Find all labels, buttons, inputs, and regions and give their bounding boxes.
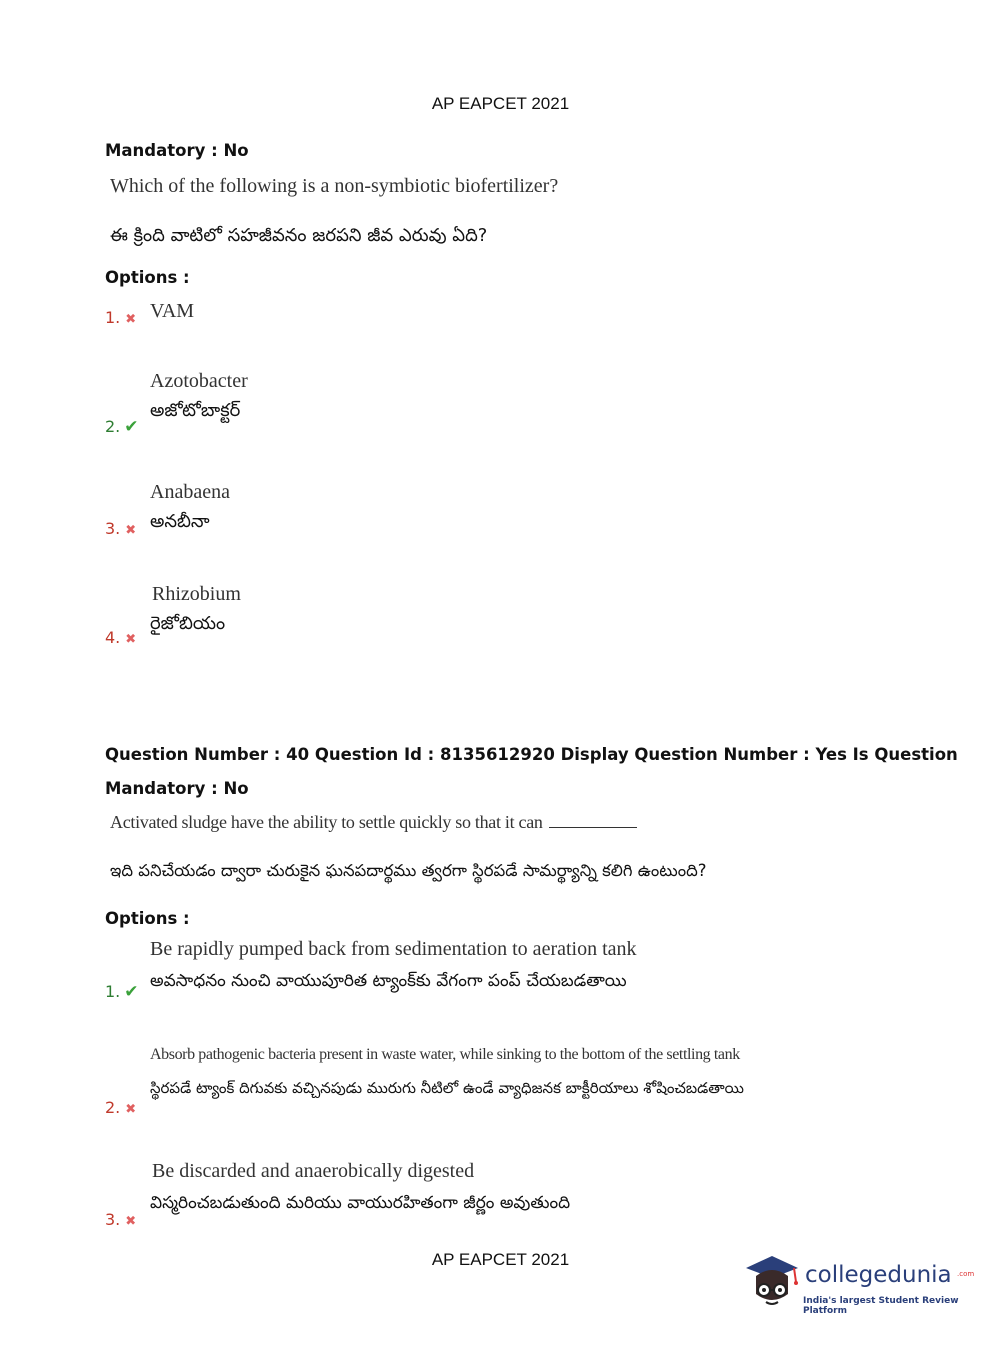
option-text-telugu: అజోటోబాక్టర్: [150, 400, 241, 421]
wrong-icon: ✖: [125, 523, 137, 538]
option-text-english: Azotobacter: [150, 370, 248, 392]
option-text-english: Anabaena: [150, 481, 230, 503]
question-text-english: Which of the following is a non-symbiotic biofertilizer?: [110, 175, 559, 197]
question-text-telugu: ఈ క్రింది వాటిలో సహజీవనం జరపని జీవ ఎరువు ఏది?: [110, 225, 488, 246]
option-text-english: Be rapidly pumped back from sedimentation to aeration tank: [150, 938, 637, 960]
option-text-english: VAM: [150, 300, 195, 322]
page-header: AP EAPCET 2021: [431, 94, 570, 113]
option-number: 3. ✖: [105, 519, 137, 538]
correct-check-icon: ✔: [124, 417, 139, 437]
option-text-telugu: అనబీనా: [150, 511, 210, 532]
option-text-telugu: రైజోబియం: [150, 613, 226, 634]
wrong-icon: ✖: [125, 632, 137, 647]
wrong-icon: ✖: [125, 1102, 137, 1117]
option-number: 1. ✖: [105, 308, 137, 327]
option-number: 1. ✔: [105, 982, 139, 1002]
answer-blank: [549, 813, 637, 828]
option-number: 2. ✔: [105, 417, 139, 437]
page-footer: AP EAPCET 2021: [431, 1250, 570, 1269]
mandatory-label: Mandatory : No: [105, 141, 249, 160]
correct-check-icon: ✔: [124, 982, 139, 1002]
brand-tagline: India's largest Student Review Platform: [803, 1296, 959, 1316]
mandatory-label: Mandatory : No: [105, 779, 249, 798]
option-number: 3. ✖: [105, 1210, 137, 1229]
brand-domain: .com: [957, 1270, 975, 1278]
options-label: Options :: [105, 909, 190, 928]
option-text-english: Be discarded and anaerobically digested: [152, 1160, 475, 1182]
brand-name: collegedunia: [805, 1262, 952, 1288]
option-number: 4. ✖: [105, 628, 137, 647]
collegedunia-mascot-icon: [742, 1250, 802, 1312]
option-number: 2. ✖: [105, 1098, 137, 1117]
option-text-telugu: అవసాధనం నుంచి వాయుపూరిత ట్యాంక్‌కు వేగంగా పంప్ చేయబడతాయి: [150, 971, 627, 991]
option-text-telugu: విస్మరించబడుతుంది మరియు వాయురహితంగా జీర్ణం అవుతుంది: [150, 1193, 571, 1213]
wrong-icon: ✖: [125, 312, 137, 327]
wrong-icon: ✖: [125, 1214, 137, 1229]
option-text-english: Absorb pathogenic bacteria present in waste water, while sinking to the bottom of the settling tank: [150, 1046, 740, 1063]
option-text-english: Rhizobium: [152, 583, 241, 605]
option-text-telugu: స్థిరపడే ట్యాంక్ దిగువకు వచ్చినపుడు మురుగు నీటిలో ఉండే వ్యాధిజనక బాక్టీరియాలు శోషించబడతాయి: [150, 1079, 744, 1097]
question-meta: Question Number : 40 Question Id : 8135612920 Display Question Number : Yes Is Question: [105, 745, 958, 764]
options-label: Options :: [105, 268, 190, 287]
question-text-english: Activated sludge have the ability to settle quickly so that it can: [110, 812, 637, 833]
question-text-telugu: ఇది పనిచేయడం ద్వారా చురుకైన ఘనపదార్థము త్వరగా స్థిరపడే సామర్థ్యాన్ని కలిగి ఉంటుంది?: [110, 861, 707, 880]
